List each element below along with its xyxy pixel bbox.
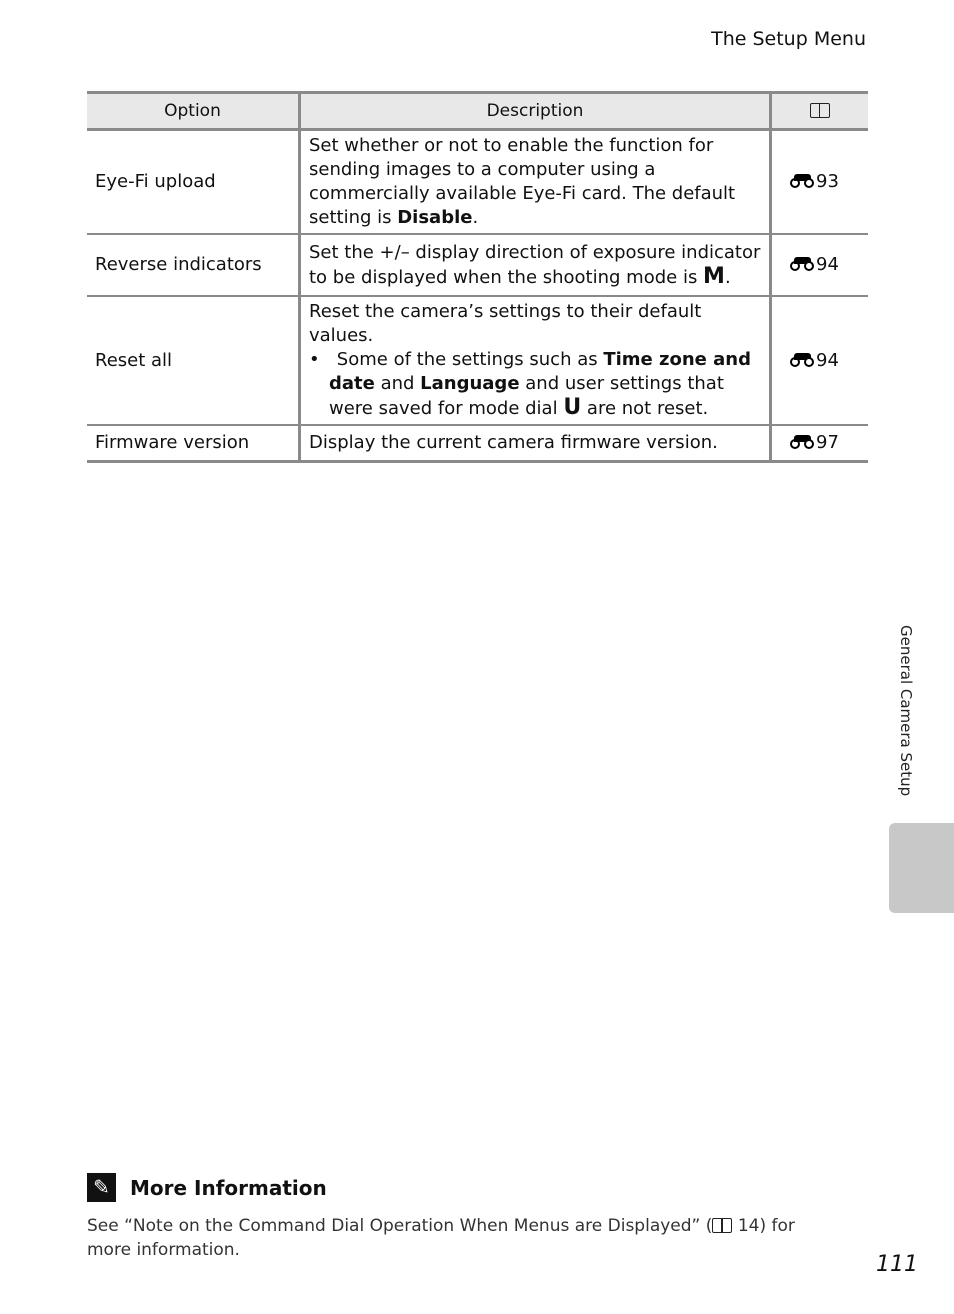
table-row	[87, 296, 868, 425]
description-cell: Reset the camera’s settings to their default values. • Some of the settings such as Time zone and date and Language and user settings that were saved for mode dial U are not reset.	[300, 296, 771, 425]
option-cell: Firmware version	[87, 425, 300, 462]
binoculars-icon	[790, 257, 816, 271]
description-header: Description	[300, 93, 771, 130]
page-number: 111	[876, 1252, 918, 1277]
table-header	[87, 93, 868, 130]
paperclip-icon: ✎	[87, 1173, 116, 1202]
description-cell: Set whether or not to enable the function for sending images to a computer using a commercially available Eye-Fi card. The default setting is Disable.	[300, 130, 771, 235]
reference-cell: 97	[771, 425, 869, 462]
setup-options-table	[87, 91, 868, 463]
reference-cell: 94	[771, 296, 869, 425]
more-info-text: See “Note on the Command Dial Operation When Menus are Displayed” ( 14) for more information.	[87, 1216, 795, 1260]
table-row	[87, 425, 868, 462]
option-cell: Reset all	[87, 296, 300, 425]
option-header: Option	[87, 93, 300, 130]
side-section-label: General Camera Setup	[897, 625, 915, 797]
reference-cell: 94	[771, 234, 869, 296]
section-title: The Setup Menu	[711, 28, 866, 50]
option-cell: Eye-Fi upload	[87, 130, 300, 235]
more-information-box	[87, 1173, 807, 1262]
book-icon	[712, 1218, 732, 1233]
binoculars-icon	[790, 353, 816, 367]
more-info-title: More Information	[130, 1175, 327, 1200]
binoculars-icon	[790, 435, 816, 449]
option-cell: Reverse indicators	[87, 234, 300, 296]
table-row	[87, 234, 868, 296]
table-row	[87, 130, 868, 235]
description-cell: Display the current camera firmware version.	[300, 425, 771, 462]
section-tab	[889, 823, 954, 913]
description-cell: Set the +/– display direction of exposure indicator to be displayed when the shooting mode is M.	[300, 234, 771, 296]
reference-header	[771, 93, 869, 130]
reference-cell: 93	[771, 130, 869, 235]
book-icon	[810, 103, 830, 118]
binoculars-icon	[790, 174, 816, 188]
